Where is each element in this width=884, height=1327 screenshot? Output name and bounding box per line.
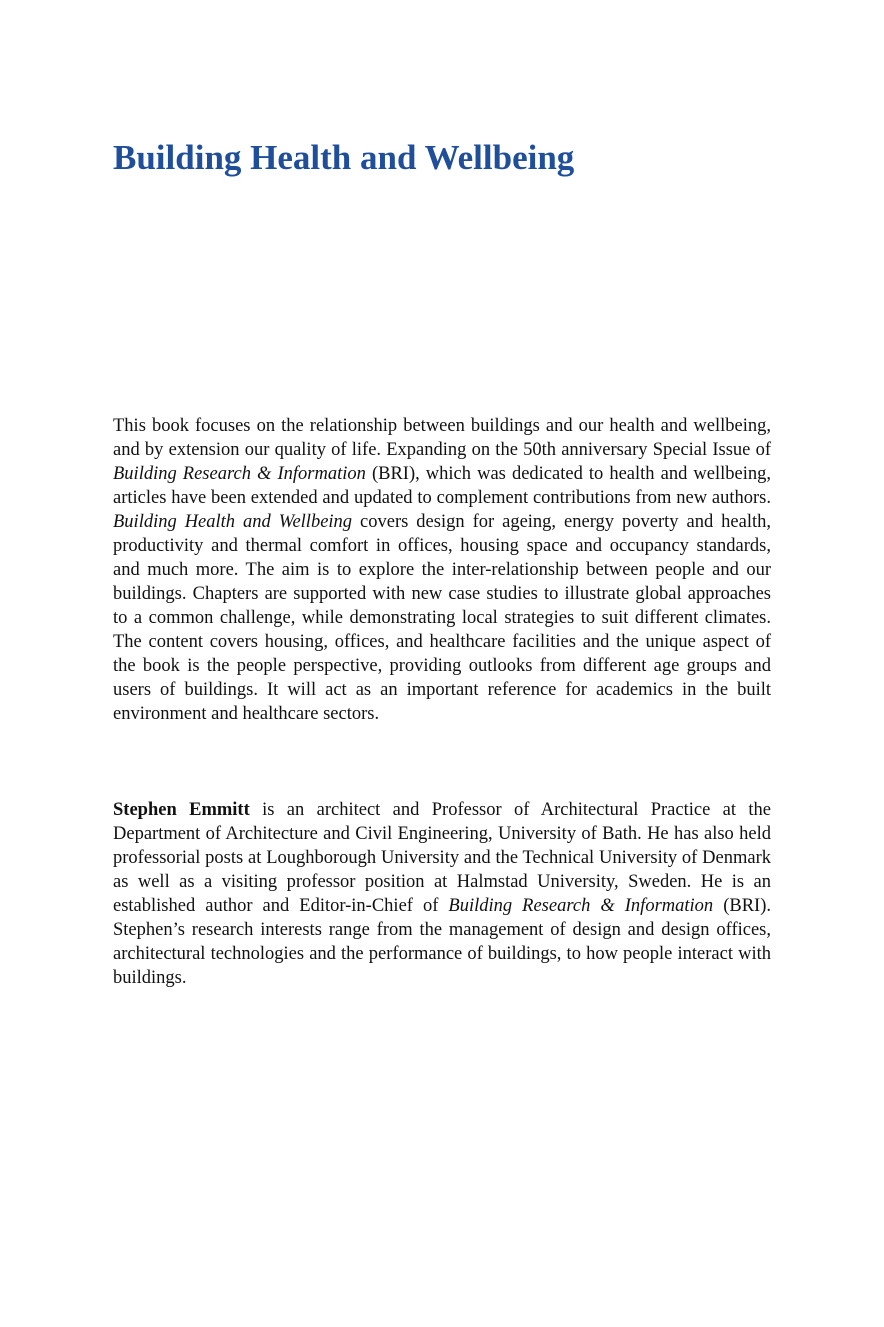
description-text: covers design for ageing, energy poverty and health, productivity and thermal comfort in offices, housing space and occupancy standards, and much more. The aim is to explore the inter-relationship between people and our buildings. Chapters are supported with new case studies to illustrate global approaches to a common challenge, while demonstrating local strategies to suit different climates. The content covers housing, offices, and healthcare facilities and the unique aspect of the book is the people perspective, providing outlooks from different age groups and users of buildings. It will act as an important reference for academics in the built environment and healthcare sectors. <box>113 512 771 724</box>
journal-title-italic: Building Research & Information <box>113 464 366 484</box>
author-bio <box>113 798 771 990</box>
description-text: (BRI), which was dedicated to health and wellbeing, articles have been extended and updated to complement contributions from new authors. <box>113 464 771 508</box>
author-name: Stephen Emmitt <box>113 800 250 820</box>
description-text: This book focuses on the relationship between buildings and our health and wellbeing, and by extension our quality of life. Expanding on the 50th anniversary Special Issue of <box>113 416 771 460</box>
author-bio-text: (BRI). Stephen’s research interests range from the management of design and design offices, architectural technologies and the performance of buildings, to how people interact with buildings. <box>113 896 771 988</box>
journal-title-italic: Building Research & Information <box>448 896 714 916</box>
author-bio-text: is an architect and Professor of Architectural Practice at the Department of Architecture and Civil Engineering, University of Bath. He has also held professorial posts at Loughborough University and the Technical University of Denmark as well as a visiting professor position at Halmstad University, Sweden. He is an established author and Editor-in-Chief of <box>113 800 771 916</box>
page-title: Building Health and Wellbeing <box>113 138 575 177</box>
book-title-italic: Building Health and Wellbeing <box>113 512 353 532</box>
book-description <box>113 414 771 726</box>
